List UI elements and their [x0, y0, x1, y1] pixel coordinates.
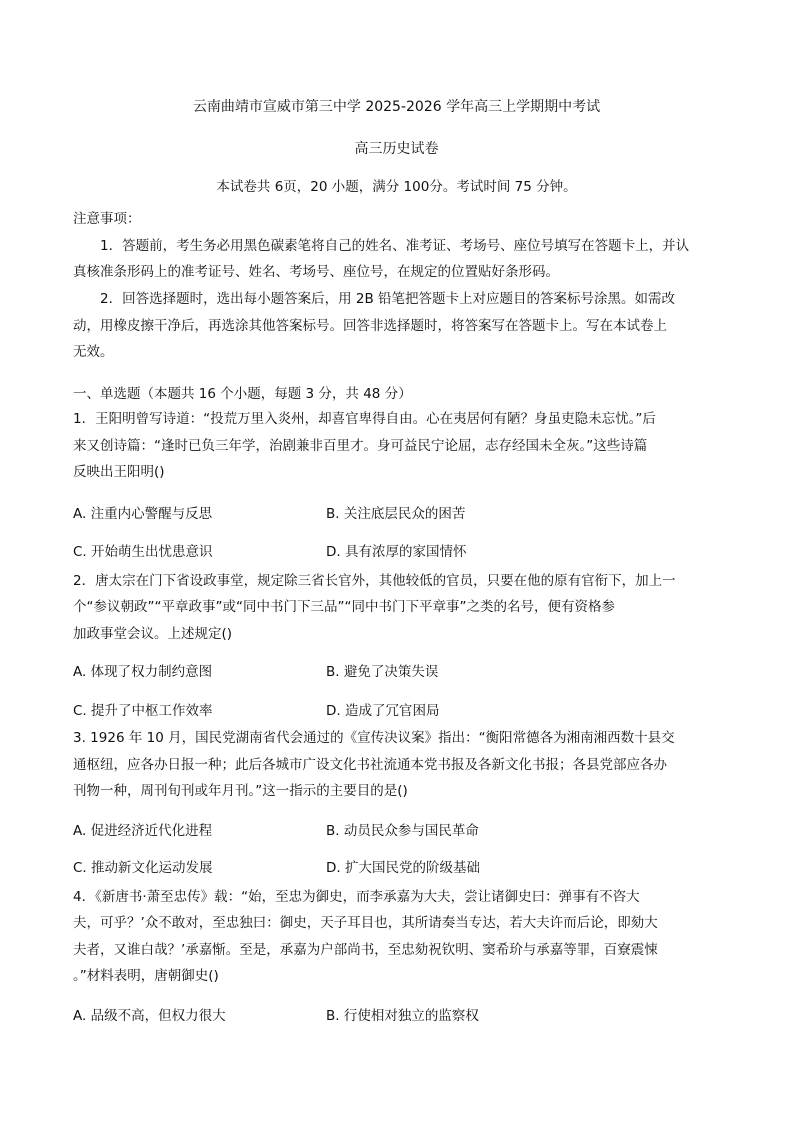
question-1-option-c: C. 开始萌生出忧患意识 — [73, 544, 213, 560]
question-2-line: 个“参议朝政”“平章政事”或“同中书门下三品”“同中书门下平章事”之类的名号，便有资格参 — [73, 599, 615, 615]
question-1-line: 反映出王阳明() — [73, 464, 165, 480]
question-4-option-a: A. 品级不高，但权力很大 — [73, 1008, 226, 1024]
question-2-option-b: B. 避免了决策失误 — [326, 664, 439, 680]
question-4-option-b: B. 行使相对独立的监察权 — [326, 1008, 479, 1024]
question-2-option-a: A. 体现了权力制约意图 — [73, 664, 213, 680]
notice-item-1-line: 真核准条形码上的准考证号、姓名、考场号、座位号，在规定的位置贴好条形码。 — [73, 264, 559, 280]
question-2-line: 加政事堂会议。上述规定() — [73, 626, 233, 642]
question-1-line: 1．王阳明曾写诗道：“投荒万里入炎州，却喜官卑得自由。心在夷居何有陋？身虽吏隐未忘忧。”后 — [73, 411, 656, 427]
question-3-option-c: C. 推动新文化运动发展 — [73, 860, 213, 876]
notice-item-2-line: 动，用橡皮擦干净后，再选涂其他答案标号。回答非选择题时，将答案写在答题卡上。写在本试卷上 — [73, 318, 667, 334]
question-3-option-b: B. 动员民众参与国民革命 — [326, 823, 479, 839]
question-3-line: 通枢纽，应各办日报一种；此后各城市广设文化书社流通本党书报及各新文化书报；各县党部应各办 — [73, 757, 667, 773]
question-1-option-b: B. 关注底层民众的困苦 — [326, 506, 466, 522]
exam-info: 本试卷共 6页，20 小题，满分 100分。考试时间 75 分钟。 — [216, 179, 577, 195]
school-title: 云南曲靖市宣威市第三中学 2025-2026 学年高三上学期期中考试 — [192, 99, 601, 115]
question-4-line: 夫者，又谁白哉？’承嘉惭。至是，承嘉为户部尚书，至忠劾祝钦明、窦希玠与承嘉等罪，百寮震悚 — [73, 942, 658, 958]
question-3-line: 3. 1926 年 10 月，国民党湖南省代会通过的《宣传决议案》指出：“衡阳常德各为湘南湘西数十县交 — [73, 730, 675, 746]
notice-item-2-line: 无效。 — [73, 344, 114, 360]
notice-item-1-line: 1．答题前，考生务必用黑色碳素笔将自己的姓名、准考证、考场号、座位号填写在答题卡上，并认 — [100, 238, 690, 254]
question-4-line: 4．《新唐书·萧至忠传》载：“始，至忠为御史，而李承嘉为大夫，尝让诸御史曰：弹事有不咨大 — [73, 889, 640, 905]
question-3-option-a: A. 促进经济近代化进程 — [73, 823, 213, 839]
question-4-line: 夫，可乎？’众不敢对，至忠独曰：御史，天子耳目也，其所请奏当专达，若大夫许而后论，即劾大 — [73, 915, 658, 931]
question-1-option-d: D. 具有浓厚的家国情怀 — [326, 544, 467, 560]
question-1-option-a: A. 注重内心警醒与反思 — [73, 506, 213, 522]
question-1-line: 来又创诗篇：“逢时已负三年学，治剧兼非百里才。身可益民宁论屈，志存经国未全灰。”这些诗篇 — [73, 438, 648, 454]
question-4-line: 。”材料表明，唐朝御史() — [73, 968, 219, 984]
question-2-option-c: C. 提升了中枢工作效率 — [73, 703, 213, 719]
question-2-line: 2．唐太宗在门下省设政事堂，规定除三省长官外，其他较低的官员，只要在他的原有官衔下，加上一 — [73, 573, 676, 589]
notice-heading: 注意事项： — [73, 211, 141, 227]
question-2-option-d: D. 造成了冗官困局 — [326, 703, 440, 719]
section-heading: 一、单选题（本题共 16 个小题，每题 3 分，共 48 分） — [73, 386, 412, 402]
notice-item-2-line: 2．回答选择题时，选出每小题答案后，用 2B 铅笔把答题卡上对应题目的答案标号涂黑。如需改 — [100, 291, 676, 307]
question-3-line: 刊物一种，周刊旬刊或年月刊。”这一指示的主要目的是() — [73, 783, 408, 799]
question-3-option-d: D. 扩大国民党的阶级基础 — [326, 860, 480, 876]
subject-title: 高三历史试卷 — [354, 141, 439, 157]
